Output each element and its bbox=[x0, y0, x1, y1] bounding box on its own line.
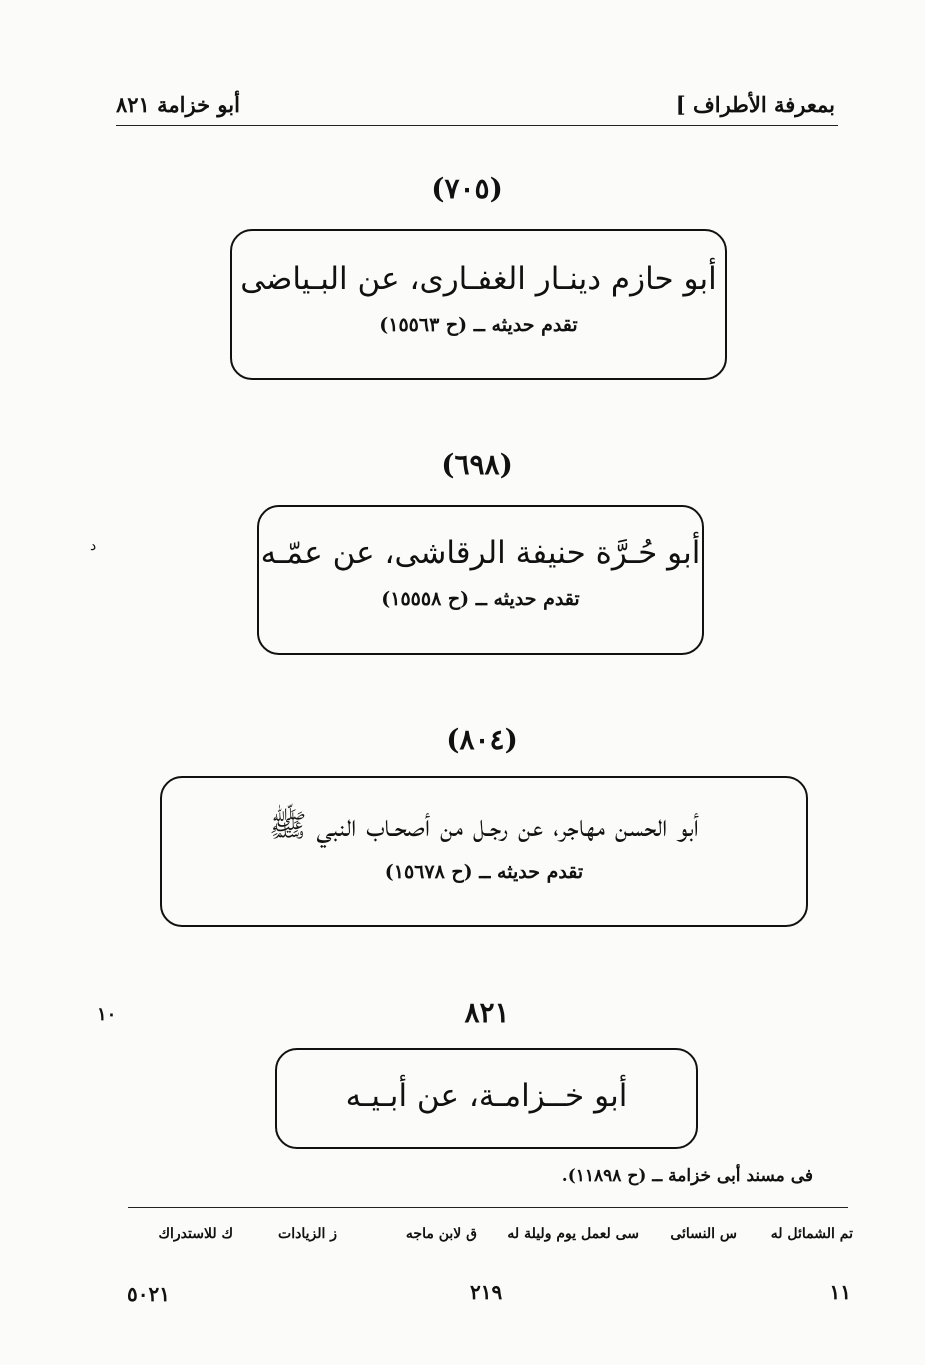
abbrev-istidrak: ك للاستدراك bbox=[158, 1226, 233, 1242]
entry-text: أبو الحسن مهاجر، عن رجـل من أصحـاب النبي ﷺ bbox=[269, 808, 699, 844]
entry-box-804 bbox=[160, 776, 808, 927]
entry-number-705: (٧٠٥) bbox=[431, 172, 503, 205]
footer-left-number: ٥٠٢١ bbox=[127, 1282, 170, 1306]
margin-mark-d: د bbox=[90, 538, 97, 554]
entry-text: أبو حُـرَّة حنيفة الرقاشى، عن عمّـه bbox=[260, 535, 701, 571]
entry-number-821: ٨٢١ bbox=[464, 996, 510, 1029]
entry-reference: تقدم حديثه ــ (ح ١٥٦٧٨) bbox=[384, 861, 584, 884]
abbrev-ibn-majah: ق لابن ماجه bbox=[405, 1226, 477, 1242]
margin-line-number: ١٠ bbox=[97, 1004, 117, 1025]
abbrev-shamail: تم الشمائل له bbox=[770, 1226, 853, 1242]
entry-reference: تقدم حديثه ــ (ح ١٥٥٦٣) bbox=[379, 314, 578, 337]
footnote-rule bbox=[128, 1207, 848, 1208]
entry-number-804: (٨٠٤) bbox=[446, 723, 518, 756]
abbrev-amal-yawm: سى لعمل يوم وليلة له bbox=[507, 1226, 639, 1242]
source-note: فى مسند أبى خزامة ــ (ح ١١٨٩٨). bbox=[561, 1166, 813, 1186]
entry-text: أبو حازم دينـار الغفـارى، عن البـياضى bbox=[240, 261, 717, 297]
entry-number-698: (٦٩٨) bbox=[441, 448, 513, 481]
entry-box-705 bbox=[230, 229, 727, 380]
page-number: ٢١٩ bbox=[470, 1280, 503, 1304]
entry-box-821 bbox=[275, 1048, 698, 1149]
abbrev-ziyadat: ز الزيادات bbox=[278, 1226, 337, 1242]
entry-reference: تقدم حديثه ــ (ح ١٥٥٥٨) bbox=[381, 588, 580, 611]
header-right-title: بمعرفة الأطراف ] bbox=[675, 92, 835, 117]
entry-box-698 bbox=[257, 505, 704, 655]
entry-text: أبو خــزامـة، عن أبـيـه bbox=[345, 1078, 628, 1114]
header-left-title: أبو خزامة ٨٢١ bbox=[116, 92, 240, 117]
footer-right-number: ١١ bbox=[829, 1280, 851, 1304]
abbrev-nasai: س النسائى bbox=[670, 1226, 737, 1242]
header-rule bbox=[116, 125, 838, 126]
